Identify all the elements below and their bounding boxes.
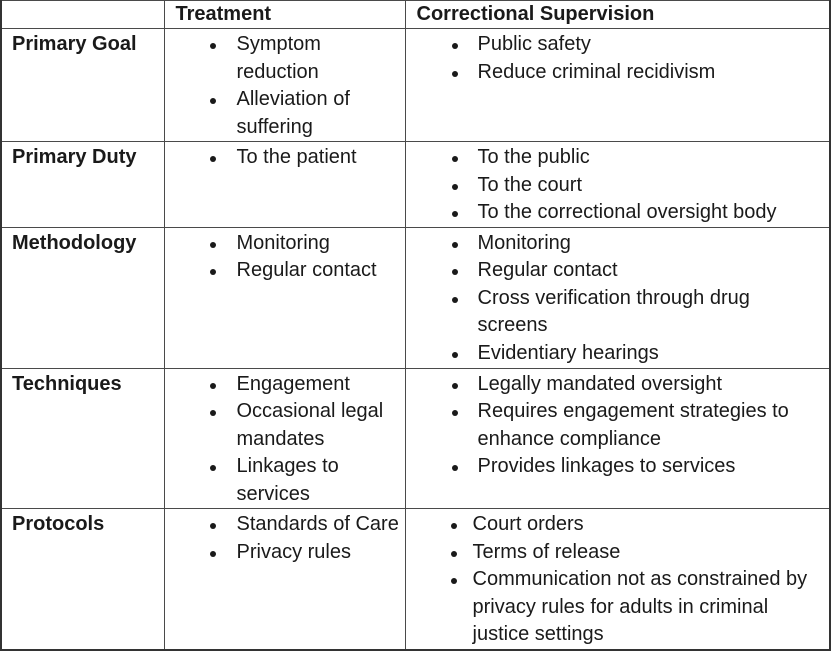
list-item: Evidentiary hearings [406,340,830,368]
list-item: Monitoring [165,230,405,258]
row-label: Protocols [1,509,164,650]
supervision-cell [405,142,830,228]
list-item: Public safety [406,31,830,59]
bullet-list [165,228,405,285]
list-item: Provides linkages to services [406,453,830,481]
list-item: Court orders [406,511,830,539]
bullet-list [165,509,405,566]
bullet-list [406,142,830,227]
list-item: To the correctional oversight body [406,199,830,227]
list-item: Linkages to services [165,453,405,508]
treatment-cell [164,227,405,368]
table-row-primary-duty [1,142,830,228]
list-item: Occasional legal mandates [165,398,405,453]
row-label: Techniques [1,368,164,509]
list-item: Terms of release [406,539,830,567]
supervision-cell [405,227,830,368]
list-item: To the public [406,144,830,172]
bullet-list [165,29,405,141]
supervision-cell [405,29,830,142]
table-row-techniques [1,368,830,509]
list-item: Regular contact [406,257,830,285]
header-empty-cell [1,1,164,29]
list-item: Legally mandated oversight [406,371,830,399]
bullet-list [165,369,405,509]
supervision-cell [405,509,830,650]
row-label: Primary Duty [1,142,164,228]
bullet-list [406,509,830,649]
list-item: Requires engagement strategies to enhance compliance [406,398,830,453]
list-item: To the patient [165,144,405,172]
row-label: Methodology [1,227,164,368]
treatment-cell [164,509,405,650]
list-item: Alleviation of suffering [165,86,405,141]
header-correctional-supervision: Correctional Supervision [405,1,830,29]
table-row-primary-goal [1,29,830,142]
list-item: Engagement [165,371,405,399]
table-row-methodology [1,227,830,368]
bullet-list [406,228,830,368]
list-item: Regular contact [165,257,405,285]
list-item: Communication not as constrained by privacy rules for adults in criminal justice settings [406,566,830,649]
list-item: Standards of Care [165,511,405,539]
treatment-cell [164,142,405,228]
bullet-list [406,369,830,481]
list-item: Privacy rules [165,539,405,567]
bullet-list [406,29,830,86]
table-row-protocols [1,509,830,650]
list-item: Reduce criminal recidivism [406,59,830,87]
list-item: Symptom reduction [165,31,405,86]
treatment-cell [164,29,405,142]
supervision-cell [405,368,830,509]
treatment-cell [164,368,405,509]
list-item: Monitoring [406,230,830,258]
header-row [1,1,830,29]
bullet-list [165,142,405,172]
row-label: Primary Goal [1,29,164,142]
header-treatment: Treatment [164,1,405,29]
list-item: To the court [406,172,830,200]
list-item: Cross verification through drug screens [406,285,830,340]
